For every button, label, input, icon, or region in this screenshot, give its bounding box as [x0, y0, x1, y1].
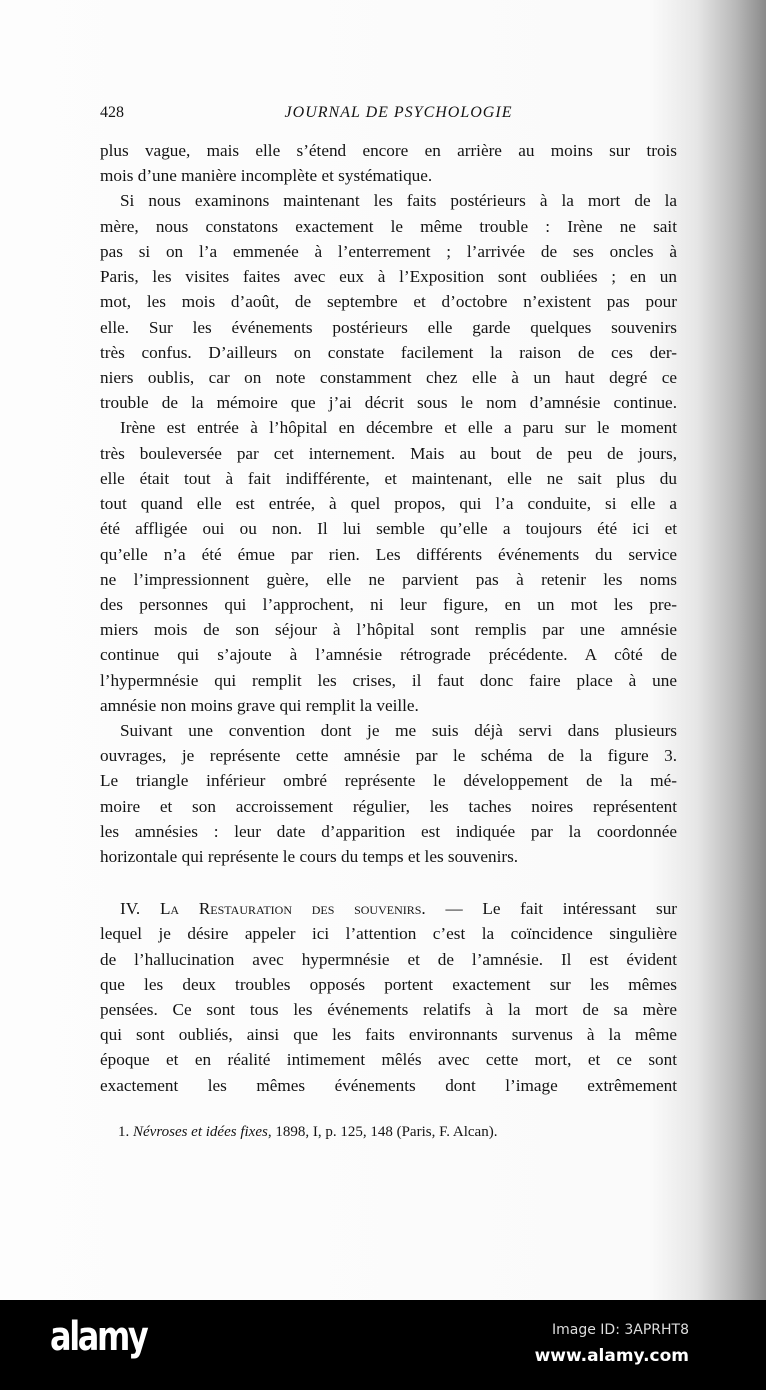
text-line: plus vague, mais elle s’étend encore en arrière au moins sur trois [100, 141, 677, 160]
footnote [118, 1124, 497, 1141]
running-header [100, 104, 677, 126]
text-line: mère, nous constatons exactement le même trouble : Irène ne sait [100, 216, 677, 236]
journal-title: JOURNAL DE PSYCHOLOGIE [284, 104, 513, 121]
section-gap [100, 869, 677, 896]
text-line: très bouleversée par cet internement. Mais au bout de peu de jours, [100, 443, 677, 463]
text-line: Irène est entrée à l’hôpital en décembre et elle a paru sur le moment [120, 418, 677, 438]
text-line: horizontale qui représente le cours du temps et les souvenirs. [100, 847, 519, 867]
section-title: La Restauration des souvenirs. [159, 899, 426, 919]
text-line: été affligée oui ou non. Il lui semble qu’elle a toujours été ici et [100, 519, 677, 539]
text-line: lequel je désire appeler ici l’attention c’est la coïncidence singulière [100, 924, 677, 944]
section-heading-line [100, 896, 677, 921]
text-line: les amnésies : leur date d’apparition est indiquée par la coordonnée [100, 821, 677, 841]
page-number: 428 [100, 104, 124, 121]
text-line: elle. Sur les événements postérieurs elle garde quelques souvenirs [100, 317, 677, 337]
text-line: qui sont oubliés, ainsi que les faits environnants survenus à la même [100, 1025, 677, 1045]
text-line: qu’elle n’a été émue par rien. Les différents événements du service [100, 544, 677, 564]
footnote-title: Névroses et idées fixes [133, 1124, 268, 1140]
text-line: très confus. D’ailleurs on constate facilement la raison de ces der- [100, 342, 677, 362]
text-line: des personnes qui l’approchent, ni leur figure, en un mot les pre- [100, 594, 677, 614]
text-line: mois d’une manière incomplète et systématique. [100, 166, 433, 186]
watermark-url: www.alamy.com [534, 1346, 689, 1366]
text-line: ne l’impressionnent guère, elle ne parvient pas à retenir les noms [100, 569, 677, 589]
text-line: continue qui s’ajoute à l’amnésie rétrograde précédente. A côté de [100, 645, 677, 665]
section-first-line: — Le fait intéressant sur [445, 899, 678, 919]
watermark-footer [0, 1300, 766, 1390]
text-line: que les deux troubles opposés portent exactement sur les mêmes [100, 974, 677, 994]
text-line: Paris, les visites faites avec eux à l’Exposition sont oubliées ; en un [100, 267, 677, 287]
text-line: pensées. Ce sont tous les événements relatifs à la mort de sa mère [100, 1000, 677, 1020]
text-line: trouble de la mémoire que j’ai décrit sous le nom d’amnésie continue. [100, 393, 677, 413]
text-line: époque et en réalité intimement mêlés avec cette mort, et ce sont [100, 1050, 677, 1070]
alamy-logo: alamy [50, 1314, 147, 1360]
text-line: Suivant une convention dont je me suis déjà servi dans plusieurs [120, 721, 677, 741]
text-line: amnésie non moins grave qui remplit la veille. [100, 695, 419, 715]
text-line: niers oublis, car on note constamment chez elle à un haut degré ce [100, 367, 677, 387]
footnote-number: 1. [118, 1124, 130, 1140]
text-line: elle était tout à fait indifférente, et maintenant, elle ne sait plus du [100, 468, 677, 488]
text-line: tout quand elle est entrée, à quel propos, qui l’a conduite, si elle a [100, 494, 677, 514]
section-numeral: IV. [120, 899, 141, 919]
text-line: moire et son accroissement régulier, les taches noires représentent [100, 796, 677, 816]
text-line: Si nous examinons maintenant les faits postérieurs à la mort de la [120, 191, 677, 211]
text-line: de l’hallucination avec hypermnésie et de l’amnésie. Il est évident [100, 949, 677, 969]
text-line: Le triangle inférieur ombré représente le développement de la mé- [100, 771, 677, 791]
text-line: miers mois de son séjour à l’hôpital sont remplis par une amnésie [100, 620, 677, 640]
text-line: exactement les mêmes événements dont l’image extrêmement [100, 1075, 677, 1095]
image-id: Image ID: 3APRHT8 [551, 1322, 689, 1338]
text-line: mot, les mois d’août, de septembre et d’octobre n’existent pas pour [100, 292, 677, 312]
text-line: ouvrages, je représente cette amnésie par le schéma de la figure 3. [100, 746, 677, 766]
text-line: pas si on l’a emmenée à l’enterrement ; l’arrivée de ses oncles à [100, 241, 677, 261]
text-line: l’hypermnésie qui remplit les crises, il faut donc faire place à une [100, 670, 677, 690]
footnote-rest: , 1898, I, p. 125, 148 (Paris, F. Alcan). [267, 1124, 498, 1140]
body-text [100, 138, 677, 1098]
